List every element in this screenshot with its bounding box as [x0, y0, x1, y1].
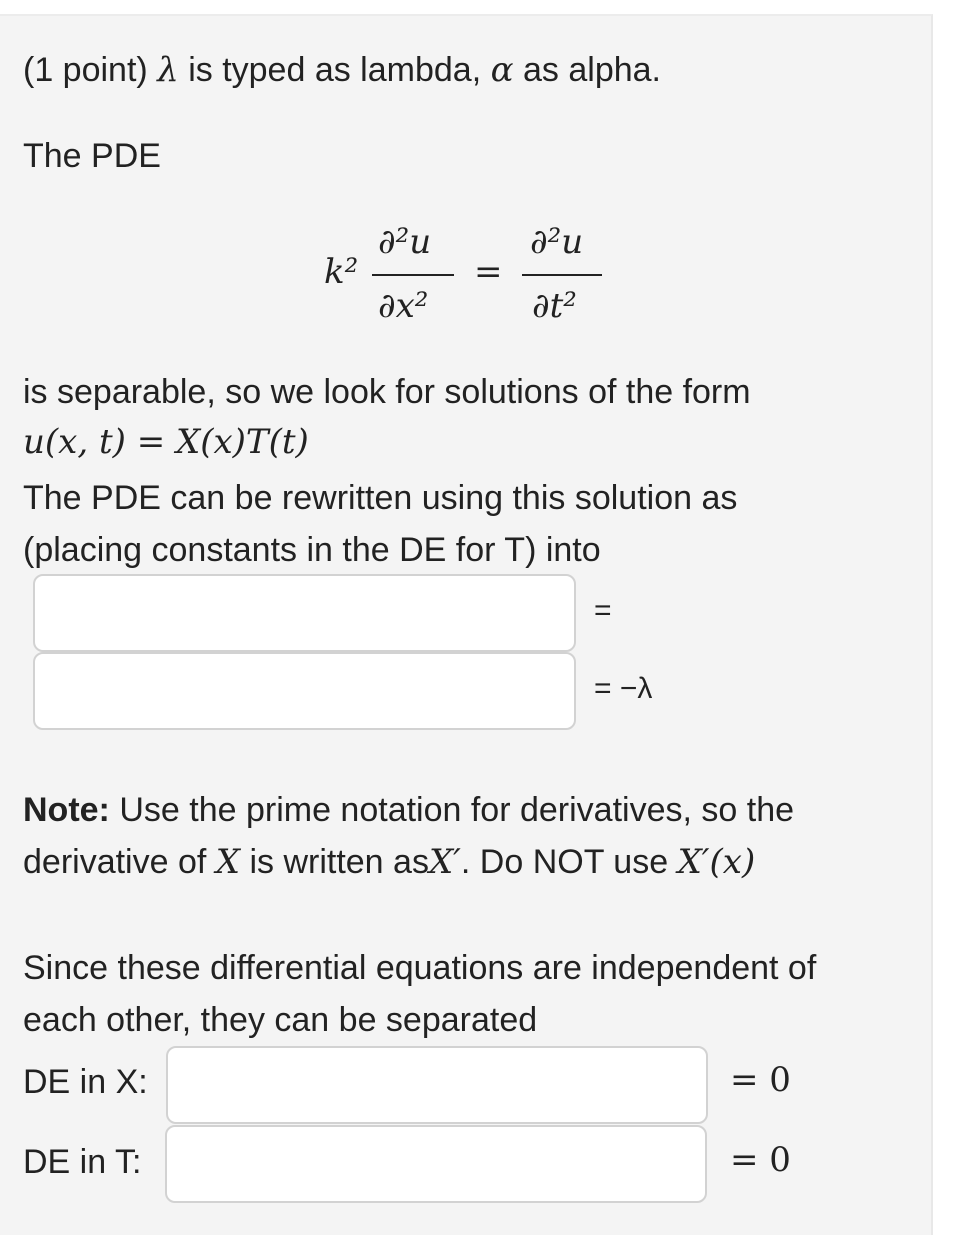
separation-equals-1: =	[594, 594, 612, 627]
pde-denominator-left: ∂x²	[378, 286, 429, 326]
separation-middle-input[interactable]	[33, 652, 576, 730]
note-xprime-x-symbol: X′(x)	[677, 842, 756, 882]
separation-equals-lambda: = −λ	[594, 672, 653, 705]
separable-text: is separable, so we look for solutions of the form	[23, 373, 751, 411]
de-x-label: DE in X:	[23, 1063, 148, 1101]
since-line-1: Since these differential equations are independent of	[23, 949, 817, 987]
solution-form: u(x, t) = X(x)T(t)	[23, 422, 309, 462]
rewritten-text: The PDE can be rewritten using this solution as	[23, 479, 738, 517]
note-text-1: Use the prime notation for derivatives, so the	[119, 791, 795, 829]
de-t-rhs: = 0	[730, 1140, 791, 1180]
de-t-label: DE in T:	[23, 1143, 142, 1181]
note-line-2	[23, 836, 755, 888]
placing-text: (placing constants in the DE for T) into	[23, 531, 601, 569]
separation-lhs-input[interactable]	[33, 574, 576, 652]
de-t-input[interactable]	[165, 1125, 707, 1203]
note-text-2a: derivative of	[23, 843, 207, 881]
note-label: Note:	[23, 791, 110, 829]
note-text-2b: is written as	[249, 843, 429, 881]
problem-card	[0, 14, 933, 1235]
pde-denominator-right: ∂t²	[532, 286, 577, 326]
typed-as-text: is typed as lambda,	[188, 51, 482, 89]
problem-header	[23, 44, 661, 96]
alpha-symbol: α	[490, 50, 514, 90]
the-pde-label: The PDE	[23, 137, 161, 175]
fraction-bar-right	[522, 274, 602, 276]
k-squared: k²	[324, 252, 359, 292]
note-x-symbol: X	[215, 842, 240, 882]
note-text-2c: . Do NOT use	[460, 843, 669, 881]
note-line-1	[23, 784, 794, 836]
de-x-input[interactable]	[166, 1046, 708, 1124]
note-xprime-symbol: X′	[428, 842, 461, 882]
de-x-rhs: = 0	[730, 1060, 791, 1100]
fraction-bar-left	[372, 274, 454, 276]
lambda-symbol: λ	[157, 50, 179, 90]
pde-equals: =	[474, 252, 503, 292]
since-line-2: each other, they can be separated	[23, 1001, 538, 1039]
as-alpha-text: as alpha.	[523, 51, 662, 89]
pde-numerator-right: ∂²u	[530, 222, 584, 262]
points-label: (1 point)	[23, 51, 148, 89]
pde-numerator-left: ∂²u	[378, 222, 432, 262]
